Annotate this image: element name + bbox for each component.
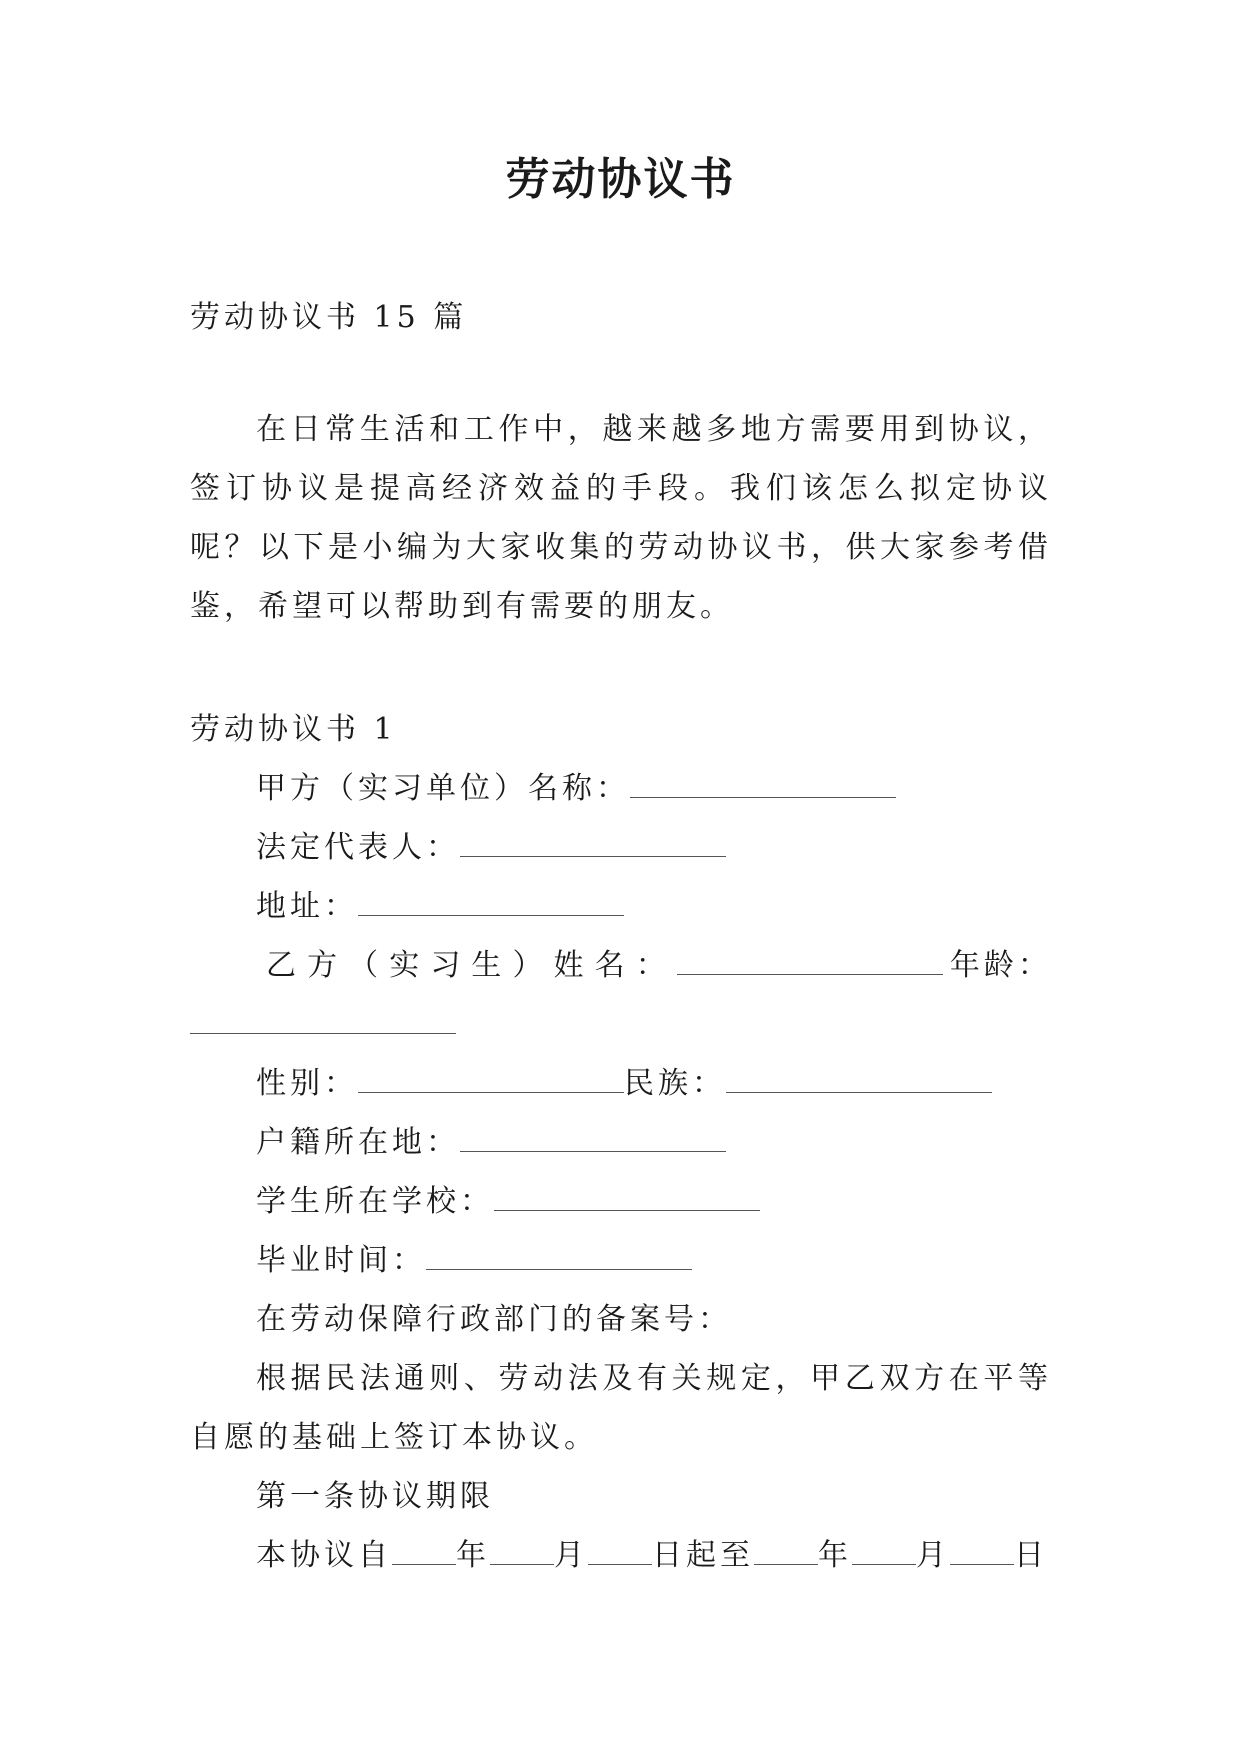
legal-rep-label: 法定代表人：: [256, 830, 460, 865]
agreement-section: [190, 700, 1052, 1585]
year-label: 年: [456, 1538, 490, 1573]
household-blank: [460, 1125, 726, 1152]
gender-label: 性别：: [256, 1066, 358, 1101]
ethnicity-blank: [726, 1066, 992, 1093]
party-b-name-line: [190, 936, 1052, 995]
school-line: [190, 1172, 1052, 1231]
party-b-char: ）: [512, 948, 547, 983]
term-line: [190, 1526, 1052, 1585]
school-label: 学生所在学校：: [256, 1184, 494, 1219]
party-b-char: 习: [430, 948, 465, 983]
term-prefix: 本协议自: [256, 1538, 392, 1573]
article1-heading: 第一条协议期限: [256, 1479, 494, 1514]
age-label: 年龄：: [949, 948, 1052, 983]
document-subtitle: [190, 288, 1052, 347]
intro-section: [190, 400, 1052, 636]
age-blank: [190, 1007, 456, 1034]
graduation-blank: [426, 1243, 692, 1270]
end-year-blank: [754, 1538, 818, 1565]
ethnicity-label: 民族：: [624, 1066, 726, 1101]
party-b-name-blank: [677, 948, 943, 975]
address-blank: [358, 889, 624, 916]
month-label: 月: [554, 1538, 588, 1573]
party-b-char: 乙: [266, 948, 300, 983]
intro-paragraph: 在日常生活和工作中，越来越多地方需要用到协议，签订协议是提高经济效益的手段。我们该怎么拟定协议呢？以下是小编为大家收集的劳动协议书，供大家参考借鉴，希望可以帮助到有需要的朋友。: [190, 412, 1052, 624]
party-b-char: 生: [471, 948, 506, 983]
end-month-blank: [852, 1538, 916, 1565]
graduation-line: [190, 1231, 1052, 1290]
party-b-char: 名: [594, 948, 629, 983]
address-line: [190, 877, 1052, 936]
start-month-blank: [490, 1538, 554, 1565]
basis-paragraph: 根据民法通则、劳动法及有关规定，甲乙双方在平等自愿的基础上签订本协议。: [190, 1361, 1052, 1455]
graduation-label: 毕业时间：: [256, 1243, 426, 1278]
age-blank-line: [190, 995, 1052, 1054]
address-label: 地址：: [256, 889, 358, 924]
school-blank: [494, 1184, 760, 1211]
legal-rep-line: [190, 818, 1052, 877]
record-no-label: 在劳动保障行政部门的备案号：: [256, 1302, 732, 1337]
party-a-name-line: [190, 759, 1052, 818]
gender-blank: [358, 1066, 624, 1093]
party-a-name-blank: [630, 771, 896, 798]
party-b-char: 姓: [553, 948, 588, 983]
end-day-blank: [950, 1538, 1014, 1565]
document-title: 劳动协议书: [505, 154, 736, 205]
gender-ethnicity-line: [190, 1054, 1052, 1113]
record-no-line: [190, 1290, 1052, 1349]
start-day-blank: [588, 1538, 652, 1565]
party-b-char: 方: [307, 948, 342, 983]
month-label: 月: [916, 1538, 950, 1573]
section-heading: 劳动协议书 1: [190, 712, 397, 747]
start-year-blank: [392, 1538, 456, 1565]
subtitle-text: 劳动协议书 15 篇: [190, 300, 468, 335]
legal-rep-blank: [460, 830, 726, 857]
party-b-char: （: [348, 948, 383, 983]
day-from-label: 日起至: [652, 1538, 754, 1573]
party-b-char: 实: [389, 948, 424, 983]
party-a-name-label: 甲方（实习单位）名称：: [256, 771, 630, 806]
household-line: [190, 1113, 1052, 1172]
day-label: 日: [1014, 1538, 1048, 1573]
household-label: 户籍所在地：: [256, 1125, 460, 1160]
party-b-char: ：: [635, 948, 670, 983]
year-label: 年: [818, 1538, 852, 1573]
